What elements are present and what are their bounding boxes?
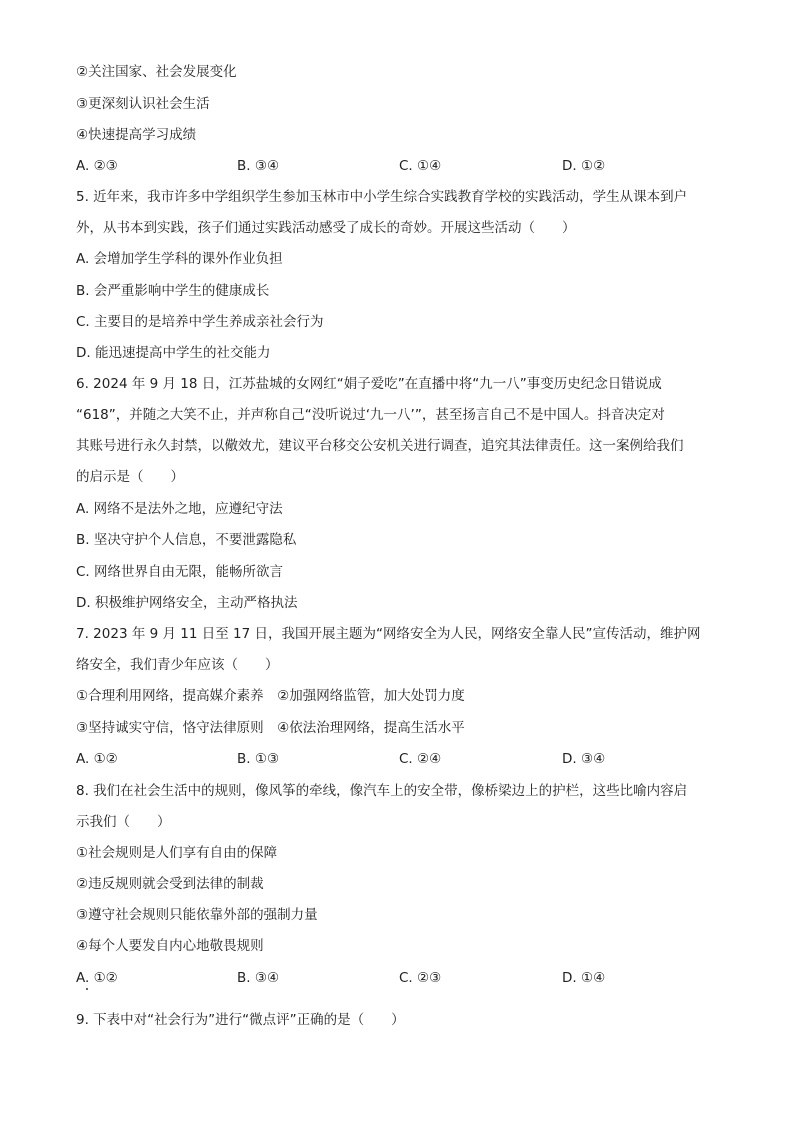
q6-option-a: A. 网络不是法外之地，应遵纪守法 <box>76 501 283 517</box>
q6-stem-line-4: 的启示是（ ） <box>76 469 184 485</box>
q6-stem-line-3: 其账号进行永久封禁，以儆效尤，建议平台移交公安机关进行调查，追究其法律责任。这一案例给我们 <box>76 438 684 454</box>
q6-option-d: D. 积极维护网络安全，主动严格执法 <box>76 595 298 611</box>
q5-option-c: C. 主要目的是培养中学生养成亲社会行为 <box>76 314 324 330</box>
q6-stem-line-1: 6. 2024 年 9 月 18 日，江苏盐城的女网红“娟子爱吃”在直播中将“九一八”事变历史纪念日错说成 <box>76 376 662 392</box>
q7-option-c: C. ②④ <box>399 751 442 767</box>
q5-option-d: D. 能迅速提高中学生的社交能力 <box>76 345 271 361</box>
q4-item-2: ②关注国家、社会发展变化 <box>76 64 237 80</box>
q8-option-a: A. ①② <box>76 970 118 986</box>
q8-option-b: B. ③④ <box>237 970 280 986</box>
q8-item-2: ②违反规则就会受到法律的制裁 <box>76 876 264 892</box>
q8-option-c: C. ②③ <box>399 970 442 986</box>
q9-stem: 9. 下表中对“社会行为”进行“微点评”正确的是（ ） <box>76 1012 405 1028</box>
q4-item-3: ③更深刻认识社会生活 <box>76 96 210 112</box>
q7-stem-line-2: 络安全，我们青少年应该（ ） <box>76 657 279 673</box>
q7-option-d: D. ③④ <box>562 751 606 767</box>
q8-item-3: ③遵守社会规则只能依靠外部的强制力量 <box>76 907 318 923</box>
stray-mark <box>86 988 88 990</box>
q5-option-a: A. 会增加学生学科的课外作业负担 <box>76 251 283 267</box>
q4-option-d: D. ①② <box>562 158 606 174</box>
q4-item-4: ④快速提高学习成绩 <box>76 127 197 143</box>
q4-option-c: C. ①④ <box>399 158 442 174</box>
q8-stem-line-1: 8. 我们在社会生活中的规则，像风筝的牵线，像汽车上的安全带，像桥梁边上的护栏，这些比喻内容启 <box>76 783 688 799</box>
q4-option-b: B. ③④ <box>237 158 280 174</box>
q6-option-c: C. 网络世界自由无限，能畅所欲言 <box>76 564 284 580</box>
q8-item-1: ①社会规则是人们享有自由的保障 <box>76 845 278 861</box>
q8-option-d: D. ①④ <box>562 970 606 986</box>
q7-stem-line-1: 7. 2023 年 9 月 11 日至 17 日，我国开展主题为“网络安全为人民，网络安全靠人民”宣传活动，维护网 <box>76 626 701 642</box>
q5-stem-line-1: 5. 近年来，我市许多中学组织学生参加玉林市中小学生综合实践教育学校的实践活动，学生从课本到户 <box>76 189 688 205</box>
q7-option-b: B. ①③ <box>237 751 280 767</box>
q7-items-line-1: ①合理利用网络，提高媒介素养 ②加强网络监管，加大处罚力度 <box>76 688 465 704</box>
q7-option-a: A. ①② <box>76 751 118 767</box>
q8-item-4: ④每个人要发自内心地敬畏规则 <box>76 938 264 954</box>
q5-stem-line-2: 外，从书本到实践，孩子们通过实践活动感受了成长的奇妙。开展这些活动（ ） <box>76 220 576 236</box>
q7-items-line-2: ③坚持诚实守信，恪守法律原则 ④依法治理网络，提高生活水平 <box>76 720 465 736</box>
q5-option-b: B. 会严重影响中学生的健康成长 <box>76 283 270 299</box>
q6-stem-line-2: “618”，并随之大笑不止，并声称自己“没听说过‘九一八’”，甚至扬言自己不是中国人。抖音决定对 <box>76 407 665 423</box>
q4-option-a: A. ②③ <box>76 158 118 174</box>
q6-option-b: B. 坚决守护个人信息，不要泄露隐私 <box>76 532 297 548</box>
q8-stem-line-2: 示我们（ ） <box>76 814 171 830</box>
